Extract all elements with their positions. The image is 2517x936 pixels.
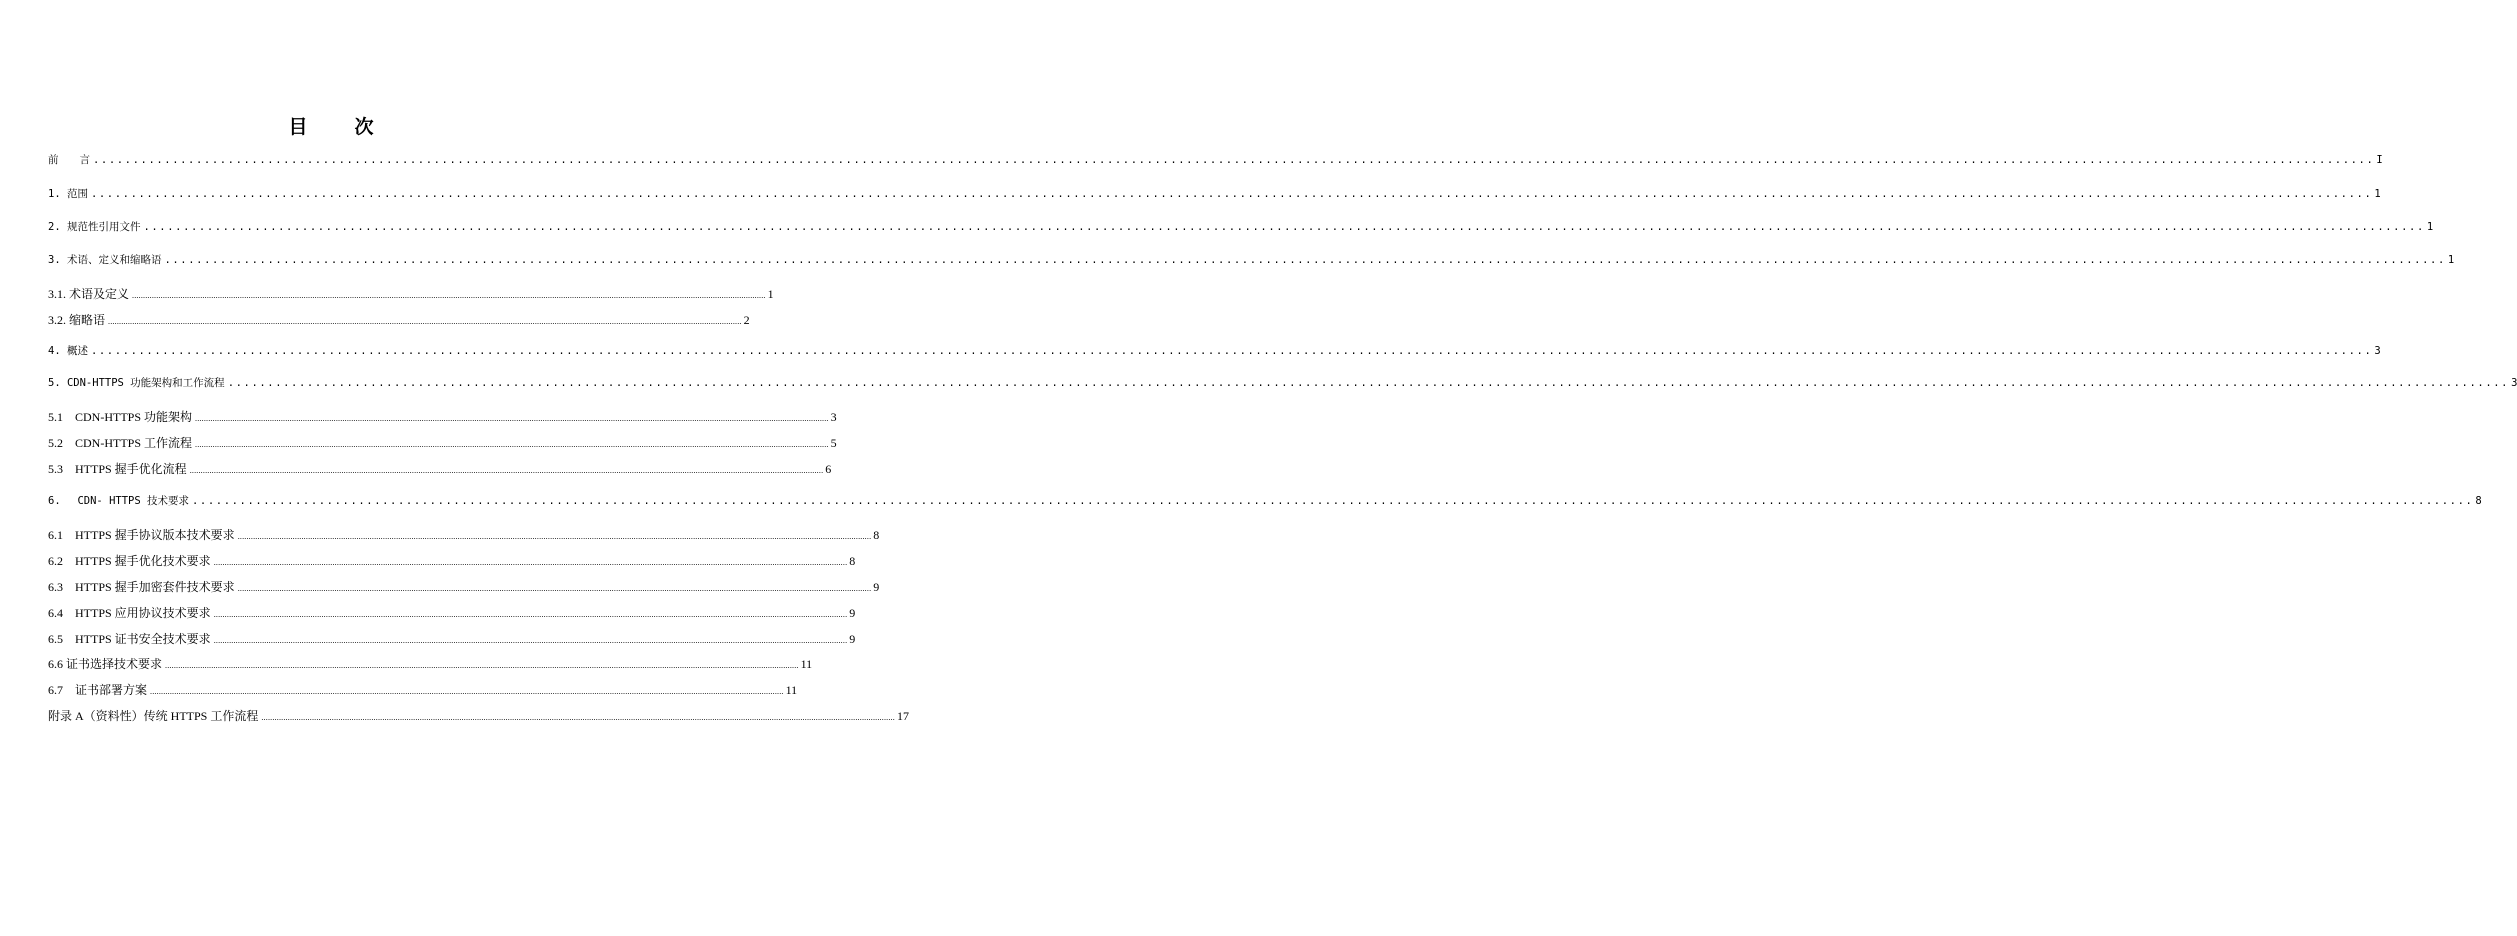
toc-entry-6-2[interactable] xyxy=(48,552,856,570)
toc-leader-dots: ................................................................................................................................................................................................................................................................................................ xyxy=(192,495,2474,507)
toc-leader-dots: ................................................................................................................................................................................................................................................................................................ xyxy=(237,532,872,541)
toc-entry-page: 8 xyxy=(873,528,880,542)
toc-entry-page: 9 xyxy=(873,580,880,594)
toc-entry-label: 6.6 证书选择技术要求 xyxy=(48,657,163,671)
toc-leader-dots: ................................................................................................................................................................................................................................................................................................ xyxy=(108,317,742,326)
toc-leader-dots: ................................................................................................................................................................................................................................................................................................ xyxy=(164,254,2446,266)
toc-entry-2[interactable] xyxy=(48,219,2434,237)
toc-title: 目 次 xyxy=(288,116,388,138)
toc-entry-page: 1 xyxy=(2426,221,2434,233)
toc-leader-dots: ................................................................................................................................................................................................................................................................................................ xyxy=(165,661,799,670)
toc-entry-label: 4. 概述 xyxy=(48,345,88,357)
toc-entry-page: 1 xyxy=(2374,188,2381,200)
toc-leader-dots: ................................................................................................................................................................................................................................................................................................ xyxy=(90,345,2373,357)
toc-entry-label: 2. 规范性引用文件 xyxy=(48,221,141,233)
toc-entry-page: 9 xyxy=(849,632,856,646)
toc-entry-page: 1 xyxy=(767,287,774,301)
toc-entry-foreword[interactable] xyxy=(48,152,2383,170)
toc-leader-dots: ................................................................................................................................................................................................................................................................................................ xyxy=(227,377,2510,389)
toc-entry-label: 5.3 HTTPS 握手优化流程 xyxy=(48,462,187,476)
toc-leader-dots: ................................................................................................................................................................................................................................................................................................ xyxy=(93,154,2375,166)
toc-entry-3-2[interactable] xyxy=(48,311,750,329)
toc-entry-page: 9 xyxy=(849,606,856,620)
toc-leader-dots: ................................................................................................................................................................................................................................................................................................ xyxy=(195,440,829,449)
toc-entry-page: 8 xyxy=(2475,495,2482,507)
toc-entry-6-3[interactable] xyxy=(48,578,880,596)
toc-entry-label: 5.2 CDN-HTTPS 工作流程 xyxy=(48,436,193,450)
toc-leader-dots: ................................................................................................................................................................................................................................................................................................ xyxy=(132,291,766,300)
toc-entry-page: 3 xyxy=(2374,345,2381,357)
toc-entry-5-1[interactable] xyxy=(48,408,837,426)
toc-leader-dots: ................................................................................................................................................................................................................................................................................................ xyxy=(150,687,784,696)
toc-entry-1[interactable] xyxy=(48,186,2381,204)
toc-entry-page: 8 xyxy=(849,554,856,568)
toc-leader-dots: ................................................................................................................................................................................................................................................................................................ xyxy=(195,414,829,423)
toc-entry-page: 6 xyxy=(825,462,832,476)
toc-entry-label: 3.2. 缩略语 xyxy=(48,313,106,327)
toc-leader-dots: ................................................................................................................................................................................................................................................................................................ xyxy=(213,610,848,619)
toc-entry-page: I xyxy=(2376,154,2383,166)
toc-entry-page: 11 xyxy=(800,657,813,671)
toc-entry-label: 前 言 xyxy=(48,154,90,166)
toc-entry-3[interactable] xyxy=(48,252,2455,270)
toc-entry-label: 附录 A（资料性）传统 HTTPS 工作流程 xyxy=(48,709,259,723)
toc-leader-dots: ................................................................................................................................................................................................................................................................................................ xyxy=(213,636,848,645)
toc-entry-page: 17 xyxy=(896,709,909,723)
toc-entry-page: 2 xyxy=(743,313,750,327)
toc-entry-page: 1 xyxy=(2447,254,2455,266)
toc-entry-6[interactable] xyxy=(48,493,2482,511)
toc-entry-5-3[interactable] xyxy=(48,460,832,478)
toc-entry-label: 6.3 HTTPS 握手加密套件技术要求 xyxy=(48,580,235,594)
toc-entry-6-5[interactable] xyxy=(48,630,856,648)
toc-entry-6-7[interactable] xyxy=(48,681,798,699)
toc-entry-5-2[interactable] xyxy=(48,434,837,452)
toc-entry-label: 6.2 HTTPS 握手优化技术要求 xyxy=(48,554,211,568)
toc-entry-page: 11 xyxy=(785,683,798,697)
toc-leader-dots: ................................................................................................................................................................................................................................................................................................ xyxy=(189,466,824,475)
toc-entry-page: 3 xyxy=(2511,377,2517,389)
toc-entry-6-1[interactable] xyxy=(48,526,880,544)
toc-entry-label: 6.5 HTTPS 证书安全技术要求 xyxy=(48,632,211,646)
toc-entry-label: 6.1 HTTPS 握手协议版本技术要求 xyxy=(48,528,235,542)
toc-entry-page: 3 xyxy=(830,410,837,424)
toc-entry-label: 1. 范围 xyxy=(48,188,88,200)
toc-entry-label: 6. CDN- HTTPS 技术要求 xyxy=(48,495,190,507)
toc-entry-4[interactable] xyxy=(48,343,2381,361)
toc-entry-label: 3.1. 术语及定义 xyxy=(48,287,130,301)
toc-entry-5[interactable] xyxy=(48,375,2517,393)
toc-entry-label: 6.7 证书部署方案 xyxy=(48,683,148,697)
toc-leader-dots: ................................................................................................................................................................................................................................................................................................ xyxy=(261,713,895,722)
toc-entry-3-1[interactable] xyxy=(48,285,774,303)
toc-leader-dots: ................................................................................................................................................................................................................................................................................................ xyxy=(90,188,2373,200)
toc-leader-dots: ................................................................................................................................................................................................................................................................................................ xyxy=(143,221,2425,233)
toc-entry-label: 5.1 CDN-HTTPS 功能架构 xyxy=(48,410,193,424)
toc-entry-6-6[interactable] xyxy=(48,655,813,673)
toc-entry-label: 5. CDN-HTTPS 功能架构和工作流程 xyxy=(48,377,225,389)
toc-leader-dots: ................................................................................................................................................................................................................................................................................................ xyxy=(237,584,872,593)
toc-entry-6-4[interactable] xyxy=(48,604,856,622)
toc-entry-label: 3. 术语、定义和缩略语 xyxy=(48,254,162,266)
toc-entry-page: 5 xyxy=(830,436,837,450)
toc-entry-label: 6.4 HTTPS 应用协议技术要求 xyxy=(48,606,211,620)
toc-leader-dots: ................................................................................................................................................................................................................................................................................................ xyxy=(213,558,848,567)
toc-entry-appendix-a[interactable] xyxy=(48,707,909,725)
